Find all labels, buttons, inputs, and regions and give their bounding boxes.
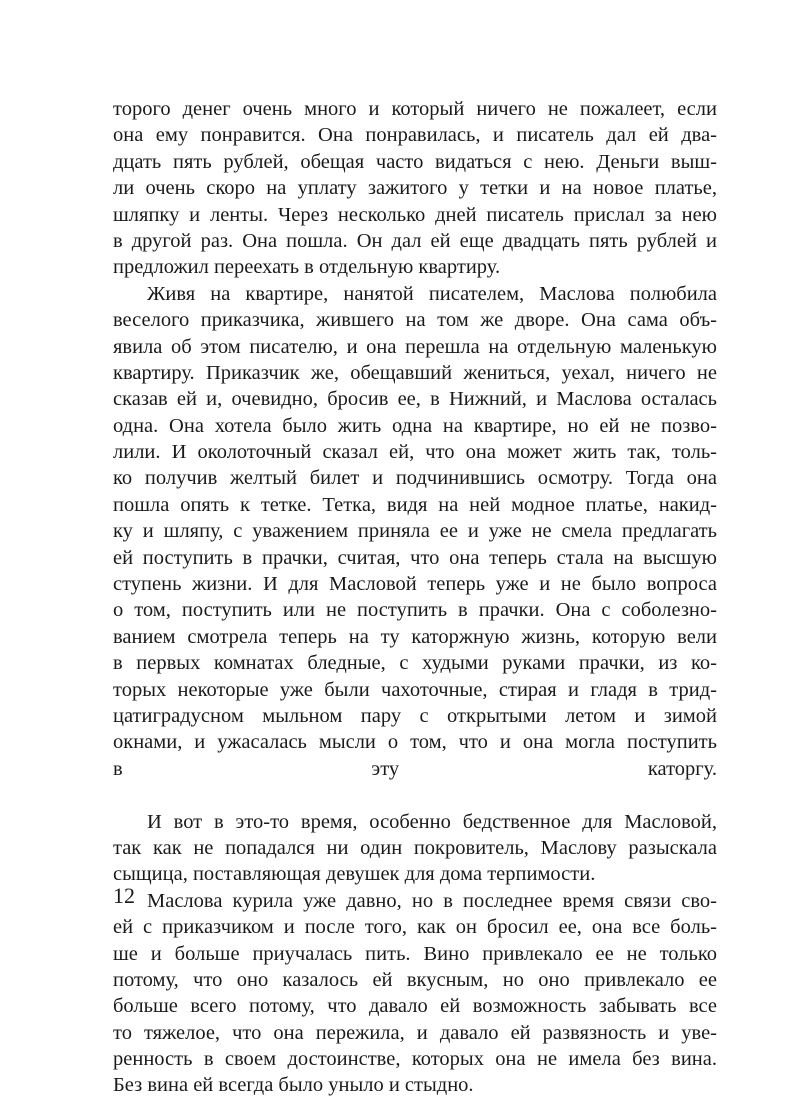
text-line: торых некоторые уже были чахоточные, стирая и гладя в трид- bbox=[113, 678, 717, 701]
text-line: одна. Она хотела было жить одна на квартире, но ей не позво- bbox=[113, 414, 717, 437]
text-line: в эту каторгу. bbox=[113, 757, 717, 780]
text-line: веселого приказчика, жившего на том же дворе. Она сама объ- bbox=[113, 309, 717, 332]
text-line: то тяжелое, что она пережила, и давало ей развязность и уве- bbox=[113, 1021, 717, 1044]
text-line: И вот в это-то время, особенно бедственное для Масловой, bbox=[147, 810, 717, 833]
text-line: шляпку и ленты. Через несколько дней писатель прислал за нею bbox=[113, 203, 717, 226]
text-line: больше всего потому, что давало ей возможность забывать все bbox=[113, 995, 717, 1018]
text-line: окнами, и ужасалась мысли о том, что и она могла поступить bbox=[113, 731, 717, 754]
text-line: ше и больше приучалась пить. Вино привлекало ее не только bbox=[113, 942, 717, 965]
text-line: ку и шляпу, с уважением приняла ее и уже не смела предлагать bbox=[113, 520, 717, 543]
text-line: о том, поступить или не поступить в прачки. Она с соболезно- bbox=[113, 599, 717, 622]
paragraph bbox=[113, 809, 717, 888]
text-line: дцать пять рублей, обещая часто видаться с нею. Деньги выш- bbox=[113, 150, 717, 173]
text-line: в первых комнатах бледные, с худыми руками прачки, из ко- bbox=[113, 652, 717, 675]
text-line: Без вина ей всегда было уныло и стыдно. bbox=[113, 1074, 474, 1097]
text-line: так как не попадался ни один покровитель, Маслову разыскала bbox=[113, 836, 717, 859]
text-line: ванием смотрела теперь на ту каторжную жизнь, которую вели bbox=[113, 625, 717, 648]
text-line bbox=[113, 782, 717, 808]
text-line: ренность в своем достоинстве, которых она не имела без вина. bbox=[113, 1048, 717, 1071]
text-line: ступень жизни. И для Масловой теперь уже и не было вопроса bbox=[113, 573, 717, 596]
text-line: ей поступить в прачки, считая, что она теперь стала на высшую bbox=[113, 546, 717, 569]
text-line: Маслова курила уже давно, но в последнее время связи сво- bbox=[147, 889, 717, 912]
text-line: сыщица, поставляющая девушек для дома терпимости. bbox=[113, 863, 596, 886]
paragraph bbox=[113, 888, 717, 1099]
text-line: ли очень скоро на уплату зажитого у тетки и на новое платье, bbox=[113, 177, 717, 200]
text-line: квартиру. Приказчик же, обещавший жениться, уехал, ничего не bbox=[113, 361, 717, 384]
text-line: ко получив желтый билет и подчинившись осмотру. Тогда она bbox=[113, 467, 717, 490]
paragraph bbox=[113, 96, 717, 281]
paragraph bbox=[113, 281, 717, 809]
page-number: 12 bbox=[113, 883, 135, 908]
text-line: Живя на квартире, нанятой писателем, Маслова полюбила bbox=[147, 282, 717, 305]
text-line: предложил переехать в отдельную квартиру. bbox=[113, 256, 501, 279]
text-line: явила об этом писателю, и она перешла на отдельную маленькую bbox=[113, 335, 717, 358]
text-line: лили. И околоточный сказал ей, что она может жить так, толь- bbox=[113, 441, 717, 464]
text-line: она ему понравится. Она понравилась, и писатель дал ей два- bbox=[113, 124, 717, 147]
text-line: цатиградусном мыльном пару с открытыми летом и зимой bbox=[113, 704, 717, 727]
text-line: в другой раз. Она пошла. Он дал ей еще двадцать пять рублей и bbox=[113, 229, 717, 252]
text-line: потому, что оно казалось ей вкусным, но оно привлекало ее bbox=[113, 968, 717, 991]
text-line: сказав ей и, очевидно, бросив ее, в Нижний, и Маслова осталась bbox=[113, 388, 717, 411]
text-line: пошла опять к тетке. Тетка, видя на ней модное платье, накид- bbox=[113, 493, 717, 516]
page-text-block bbox=[113, 96, 717, 1099]
text-line: ей с приказчиком и после того, как он бросил ее, она все боль- bbox=[113, 916, 717, 939]
text-line: торого денег очень много и который ничего не пожалеет, если bbox=[113, 98, 717, 120]
